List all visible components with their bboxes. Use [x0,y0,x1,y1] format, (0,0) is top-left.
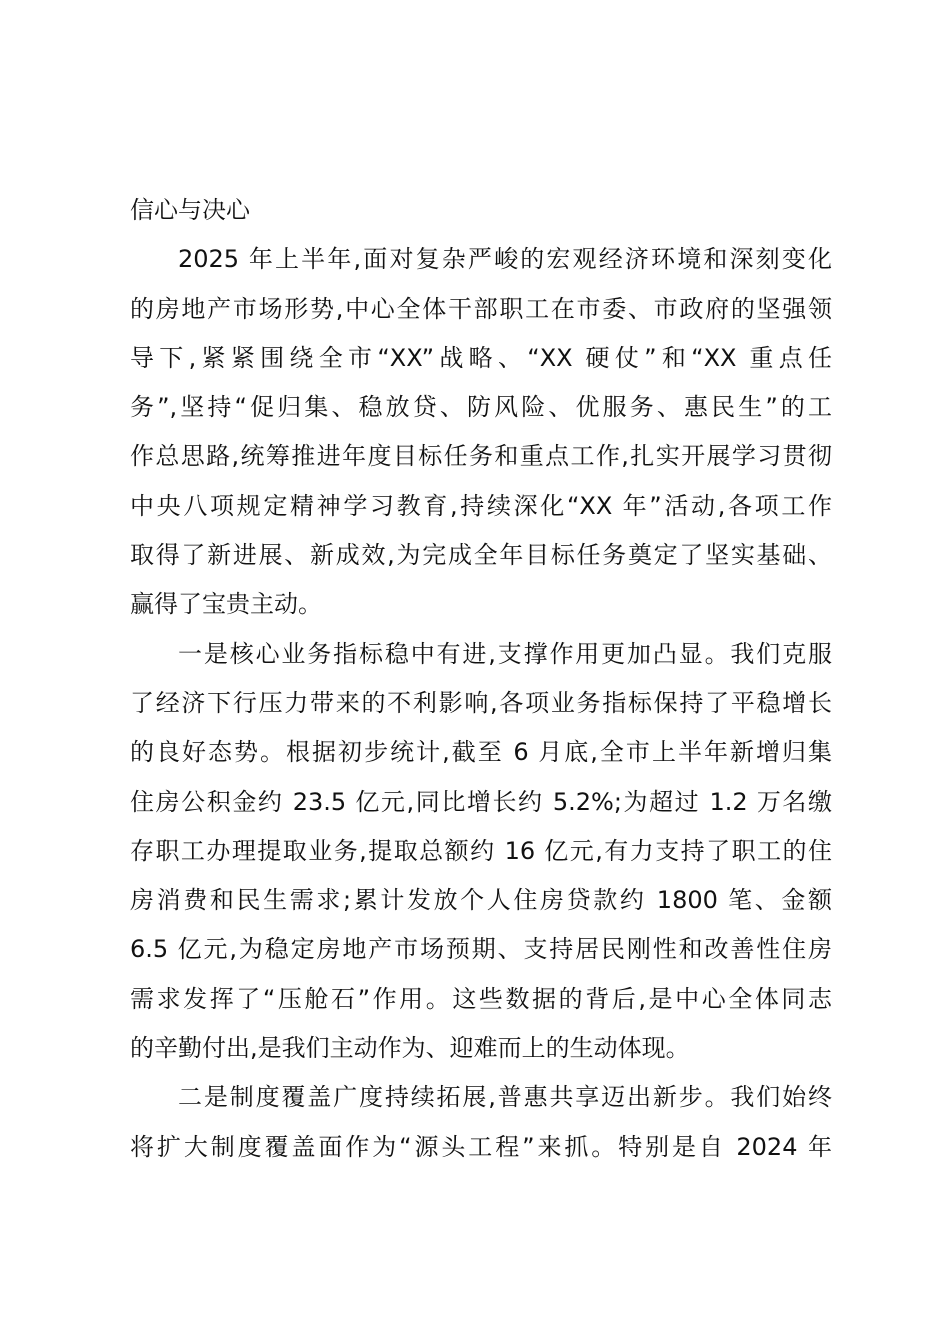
text-line: 导下,紧紧围绕全市“XX”战略、“XX 硬仗”和“XX 重点任 [130,343,832,372]
text-line: 房消费和民生需求;累计发放个人住房贷款约 1800 笔、金额 [130,886,832,915]
text-line: 取得了新进展、新成效,为完成全年目标任务奠定了坚实基础、 [130,541,832,570]
text-line: 将扩大制度覆盖面作为“源头工程”来抓。特别是自 2024 年 [130,1132,832,1161]
text-line: 需求发挥了“压舱石”作用。这些数据的背后,是中心全体同志 [130,984,832,1013]
text-line: 信心与决心 [130,196,250,224]
text-line: 了经济下行压力带来的不利影响,各项业务指标保持了平稳增长 [130,688,832,717]
text-line: 务”,坚持“促归集、稳放贷、防风险、优服务、惠民生”的工 [130,393,832,422]
text-line: 的房地产市场形势,中心全体干部职工在市委、市政府的坚强领 [130,294,832,323]
text-line: 的辛勤付出,是我们主动作为、迎难而上的生动体现。 [130,1034,690,1063]
text-line: 赢得了宝贵主动。 [130,590,322,619]
text-line: 6.5 亿元,为稳定房地产市场预期、支持居民刚性和改善性住房 [130,935,832,964]
text-line: 2025 年上半年,面对复杂严峻的宏观经济环境和深刻变化 [178,245,832,274]
text-line: 的良好态势。根据初步统计,截至 6 月底,全市上半年新增归集 [130,738,832,767]
text-line: 二是制度覆盖广度持续拓展,普惠共享迈出新步。我们始终 [178,1083,832,1112]
text-line: 中央八项规定精神学习教育,持续深化“XX 年”活动,各项工作 [130,491,832,520]
text-line: 住房公积金约 23.5 亿元,同比增长约 5.2%;为超过 1.2 万名缴 [130,787,832,816]
text-line: 存职工办理提取业务,提取总额约 16 亿元,有力支持了职工的住 [130,836,832,865]
document-body [130,186,832,1172]
text-line: 作总思路,统筹推进年度目标任务和重点工作,扎实开展学习贯彻 [130,442,832,471]
text-line: 一是核心业务指标稳中有进,支撑作用更加凸显。我们克服 [178,639,832,668]
